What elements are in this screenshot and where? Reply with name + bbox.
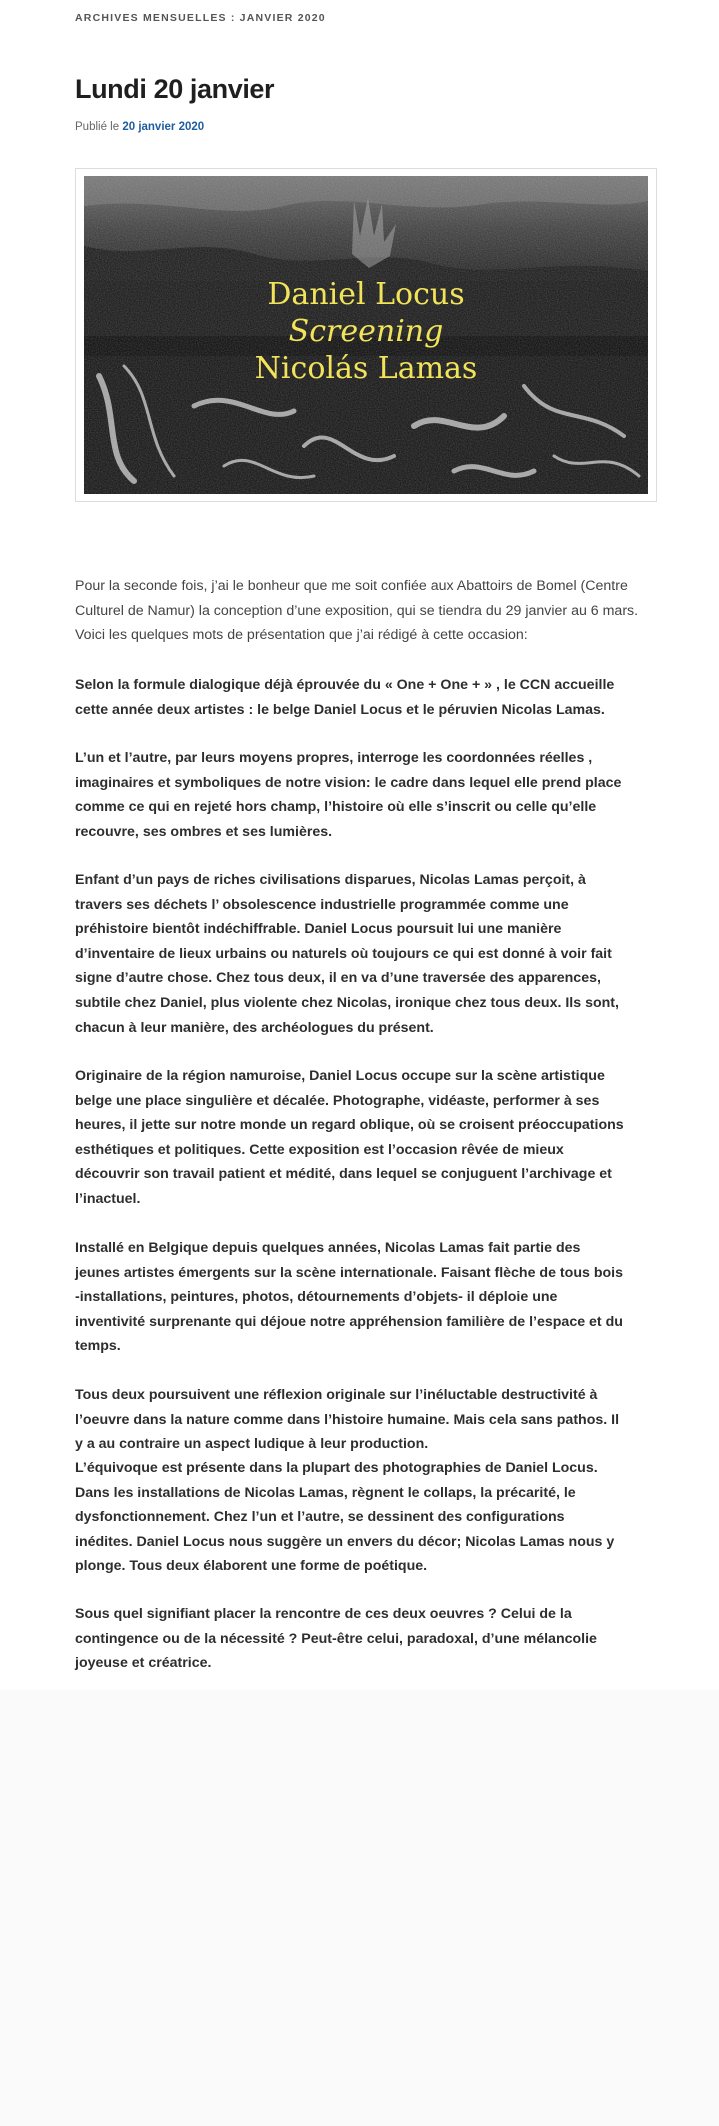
text-line: contingence ou de la nécessité ? Peut-être celui, paradoxal, d’une mélancolie: [75, 1630, 597, 1647]
post-paragraph-8: [75, 1456, 657, 1579]
text-line: L’équivoque est présente dans la plupart des photographies de Daniel Locus.: [75, 1460, 598, 1476]
post-paragraph-9: [75, 1602, 657, 1676]
banner-line-2: Screening: [288, 314, 444, 349]
text-line: belge une place singulière et décalée. Photographe, vidéaste, performer à ses: [75, 1092, 600, 1109]
text-line: signe d’autre chose. Chez tous deux, il en va d’une traversée des apparences,: [75, 970, 601, 987]
banner-line-1: Daniel Locus: [267, 277, 465, 312]
text-line: d’inventaire de lieux urbains ou naturels où toujours ce qui est donné à voir fait: [75, 945, 612, 962]
post-paragraph-7: [75, 1383, 657, 1457]
text-line: Enfant d’un pays de riches civilisations disparues, Nicolas Lamas perçoit, à: [75, 872, 586, 888]
post-paragraph-4: [75, 868, 657, 1040]
text-line: préhistoire bientôt indéchiffrable. Daniel Locus poursuit lui une manière: [75, 921, 562, 938]
text-line: Installé en Belgique depuis quelques années, Nicolas Lamas fait partie des: [75, 1240, 581, 1256]
text-line: recouvre, ses ombres et ses lumières.: [75, 823, 333, 840]
text-line: -installations, peintures, photos, détournements d’objets- il déploie une: [75, 1289, 558, 1306]
text-line: jeunes artistes émergents sur la scène internationale. Faisant flèche de tous bois: [75, 1264, 623, 1281]
text-line: l’inactuel.: [75, 1190, 141, 1207]
text-line: temps.: [75, 1338, 121, 1355]
banner-artwork: [84, 176, 648, 494]
text-line: l’oeuvre dans la nature comme dans l’histoire humaine. Mais cela sans pathos. Il: [75, 1411, 620, 1428]
text-line: imaginaires et symboliques de notre vision: le cadre dans lequel elle prend place: [75, 774, 622, 791]
post-paragraph-3: [75, 746, 657, 844]
post-paragraph-intro: [75, 574, 657, 648]
text-line: travers ses déchets l’ obsolescence industrielle programmée comme une: [75, 896, 569, 913]
text-line: inventivité surprenante qui déjoue notre appréhension familière de l’espace et du: [75, 1313, 623, 1330]
text-line: esthétiques et politiques. Cette exposition est l’occasion rêvée de mieux: [75, 1141, 564, 1158]
post-paragraph-5: [75, 1064, 657, 1212]
post-date-link[interactable]: 20 janvier 2020: [122, 121, 205, 133]
text-line: inédites. Daniel Locus nous suggère un envers du décor; Nicolas Lamas nous y: [75, 1533, 615, 1550]
text-line: heures, il jette sur notre monde un regard oblique, où se croisent préoccupations: [75, 1117, 624, 1134]
text-line: Originaire de la région namuroise, Daniel Locus occupe sur la scène artistique: [75, 1068, 605, 1084]
text-line: joyeuse et créatrice.: [75, 1655, 212, 1672]
text-line: cette année deux artistes : le belge Daniel Locus et le péruvien Nicolas Lamas.: [75, 701, 605, 718]
text-line: Selon la formule dialogique déjà éprouvée du « One + One + » , le CCN accueille: [75, 677, 615, 693]
post-paragraph-6: [75, 1236, 657, 1359]
text-line: Pour la seconde fois, j’ai le bonheur que me soit confiée aux Abattoirs de Bomel (Centre: [75, 578, 628, 594]
post-meta: [75, 121, 204, 133]
exhibition-banner-image: [84, 176, 648, 494]
text-line: Culturel de Namur) la conception d’une exposition, qui se tiendra du 29 janvier au 6 mars.: [75, 602, 639, 619]
text-line: L’un et l’autre, par leurs moyens propres, interroge les coordonnées réelles ,: [75, 750, 593, 766]
post-meta-prefix: Publié le: [75, 121, 120, 133]
banner-line-3: Nicolás Lamas: [254, 351, 478, 386]
text-line: plonge. Tous deux élaborent une forme de poétique.: [75, 1558, 428, 1575]
text-line: comme ce qui en rejeté hors champ, l’histoire où elle s’inscrit ou celle qu’elle: [75, 799, 597, 816]
text-line: Sous quel signifiant placer la rencontre de ces deux oeuvres ? Celui de la: [75, 1606, 572, 1622]
text-line: subtile chez Daniel, plus violente chez Nicolas, ironique chez tous deux. Ils sont,: [75, 994, 619, 1011]
post-title[interactable]: [75, 74, 274, 105]
text-line: dysfonctionnement. Chez l’un et l’autre, se dessinent des configurations: [75, 1509, 565, 1526]
post-title-text[interactable]: Lundi 20 janvier: [75, 74, 275, 104]
text-line: Voici les quelques mots de présentation que j’ai rédigé à cette occasion:: [75, 627, 528, 644]
text-line: Dans les installations de Nicolas Lamas, règnent le collaps, la précarité, le: [75, 1484, 576, 1501]
post-paragraph-2: [75, 673, 657, 722]
archive-title: ARCHIVES MENSUELLES : JANVIER 2020: [75, 12, 326, 24]
post-image-frame: [75, 168, 657, 502]
text-line: découvrir son travail patient et médité, dans lequel se conjuguent l’archivage et: [75, 1166, 612, 1183]
text-line: y a au contraire un aspect ludique à leur production.: [75, 1436, 429, 1453]
text-line: chacun à leur manière, des archéologues du présent.: [75, 1019, 434, 1036]
text-line: Tous deux poursuivent une réflexion originale sur l’inéluctable destructivité à: [75, 1387, 598, 1403]
